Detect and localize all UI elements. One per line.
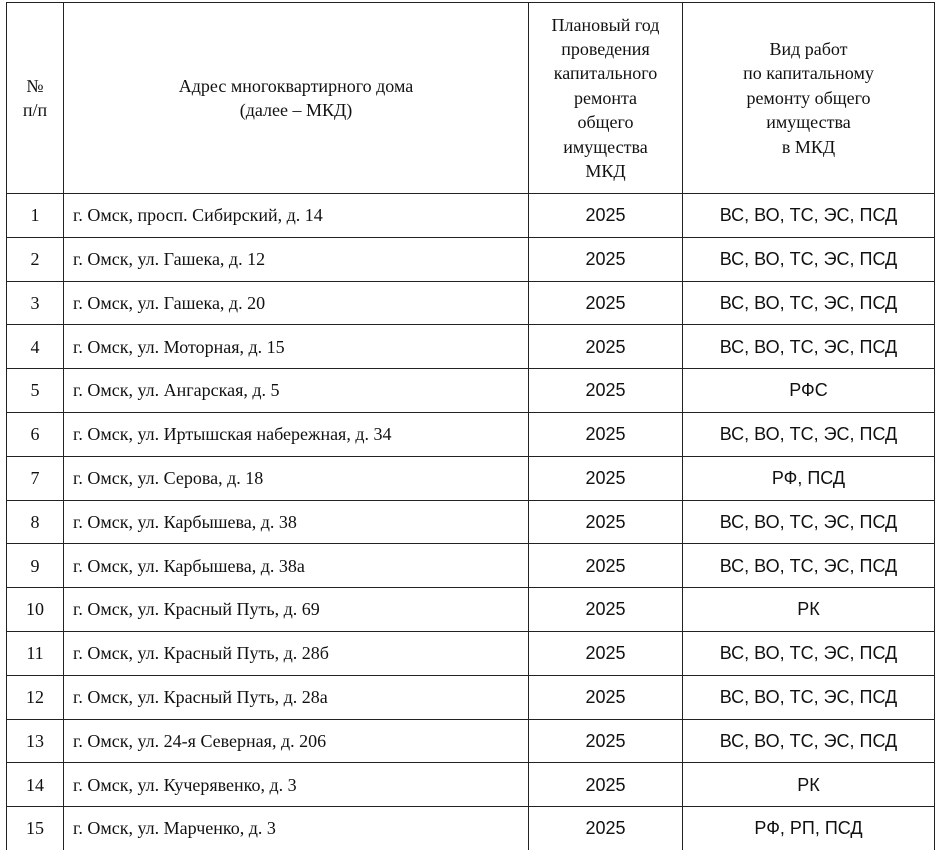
table-row	[7, 369, 935, 413]
table-row	[7, 281, 935, 325]
row-planned-year: 2025	[529, 719, 683, 763]
row-number: 15	[7, 807, 64, 850]
row-number: 8	[7, 500, 64, 544]
row-address: г. Омск, ул. Карбышева, д. 38	[64, 500, 529, 544]
table-row	[7, 325, 935, 369]
table-header	[7, 3, 935, 194]
row-address: г. Омск, ул. Ангарская, д. 5	[64, 369, 529, 413]
row-planned-year: 2025	[529, 675, 683, 719]
row-planned-year: 2025	[529, 631, 683, 675]
row-planned-year: 2025	[529, 369, 683, 413]
row-work-type: РФ, РП, ПСД	[683, 807, 935, 850]
row-address: г. Омск, ул. Гашека, д. 12	[64, 237, 529, 281]
table-body	[7, 194, 935, 850]
row-planned-year: 2025	[529, 412, 683, 456]
row-work-type: ВС, ВО, ТС, ЭС, ПСД	[683, 500, 935, 544]
header-address: Адрес многоквартирного дома (далее – МКД)	[64, 3, 529, 194]
header-number: № п/п	[7, 3, 64, 194]
row-address: г. Омск, ул. 24-я Северная, д. 206	[64, 719, 529, 763]
row-work-type: ВС, ВО, ТС, ЭС, ПСД	[683, 719, 935, 763]
table-row	[7, 719, 935, 763]
row-address: г. Омск, ул. Иртышская набережная, д. 34	[64, 412, 529, 456]
table-row	[7, 544, 935, 588]
header-row	[7, 3, 935, 194]
row-number: 7	[7, 456, 64, 500]
row-work-type: ВС, ВО, ТС, ЭС, ПСД	[683, 281, 935, 325]
table-row	[7, 588, 935, 632]
row-planned-year: 2025	[529, 807, 683, 850]
row-address: г. Омск, ул. Красный Путь, д. 28а	[64, 675, 529, 719]
row-number: 14	[7, 763, 64, 807]
row-address: г. Омск, ул. Кучерявенко, д. 3	[64, 763, 529, 807]
row-address: г. Омск, ул. Гашека, д. 20	[64, 281, 529, 325]
row-planned-year: 2025	[529, 456, 683, 500]
table-row	[7, 456, 935, 500]
row-work-type: ВС, ВО, ТС, ЭС, ПСД	[683, 675, 935, 719]
header-planned-year: Плановый год проведения капитального ремонта общего имущества МКД	[529, 3, 683, 194]
row-address: г. Омск, ул. Серова, д. 18	[64, 456, 529, 500]
header-work-type: Вид работ по капитальному ремонту общего имущества в МКД	[683, 3, 935, 194]
row-number: 1	[7, 194, 64, 238]
table-row	[7, 763, 935, 807]
row-work-type: ВС, ВО, ТС, ЭС, ПСД	[683, 544, 935, 588]
row-planned-year: 2025	[529, 325, 683, 369]
row-number: 5	[7, 369, 64, 413]
row-planned-year: 2025	[529, 588, 683, 632]
table-row	[7, 194, 935, 238]
table-row	[7, 412, 935, 456]
row-work-type: ВС, ВО, ТС, ЭС, ПСД	[683, 631, 935, 675]
row-planned-year: 2025	[529, 763, 683, 807]
table-row	[7, 500, 935, 544]
row-number: 11	[7, 631, 64, 675]
row-address: г. Омск, ул. Карбышева, д. 38а	[64, 544, 529, 588]
row-number: 4	[7, 325, 64, 369]
row-address: г. Омск, просп. Сибирский, д. 14	[64, 194, 529, 238]
table-row	[7, 675, 935, 719]
row-number: 2	[7, 237, 64, 281]
table-row	[7, 631, 935, 675]
row-number: 10	[7, 588, 64, 632]
row-planned-year: 2025	[529, 237, 683, 281]
row-planned-year: 2025	[529, 281, 683, 325]
row-number: 6	[7, 412, 64, 456]
row-work-type: РФС	[683, 369, 935, 413]
row-number: 13	[7, 719, 64, 763]
row-number: 3	[7, 281, 64, 325]
table-row	[7, 807, 935, 850]
row-address: г. Омск, ул. Красный Путь, д. 69	[64, 588, 529, 632]
row-work-type: ВС, ВО, ТС, ЭС, ПСД	[683, 325, 935, 369]
row-planned-year: 2025	[529, 194, 683, 238]
row-planned-year: 2025	[529, 500, 683, 544]
row-work-type: ВС, ВО, ТС, ЭС, ПСД	[683, 194, 935, 238]
row-number: 12	[7, 675, 64, 719]
row-number: 9	[7, 544, 64, 588]
row-planned-year: 2025	[529, 544, 683, 588]
row-work-type: ВС, ВО, ТС, ЭС, ПСД	[683, 237, 935, 281]
row-work-type: РК	[683, 763, 935, 807]
row-work-type: РФ, ПСД	[683, 456, 935, 500]
row-work-type: РК	[683, 588, 935, 632]
row-work-type: ВС, ВО, ТС, ЭС, ПСД	[683, 412, 935, 456]
capital-repair-table	[6, 2, 935, 850]
row-address: г. Омск, ул. Красный Путь, д. 28б	[64, 631, 529, 675]
row-address: г. Омск, ул. Марченко, д. 3	[64, 807, 529, 850]
row-address: г. Омск, ул. Моторная, д. 15	[64, 325, 529, 369]
table-row	[7, 237, 935, 281]
